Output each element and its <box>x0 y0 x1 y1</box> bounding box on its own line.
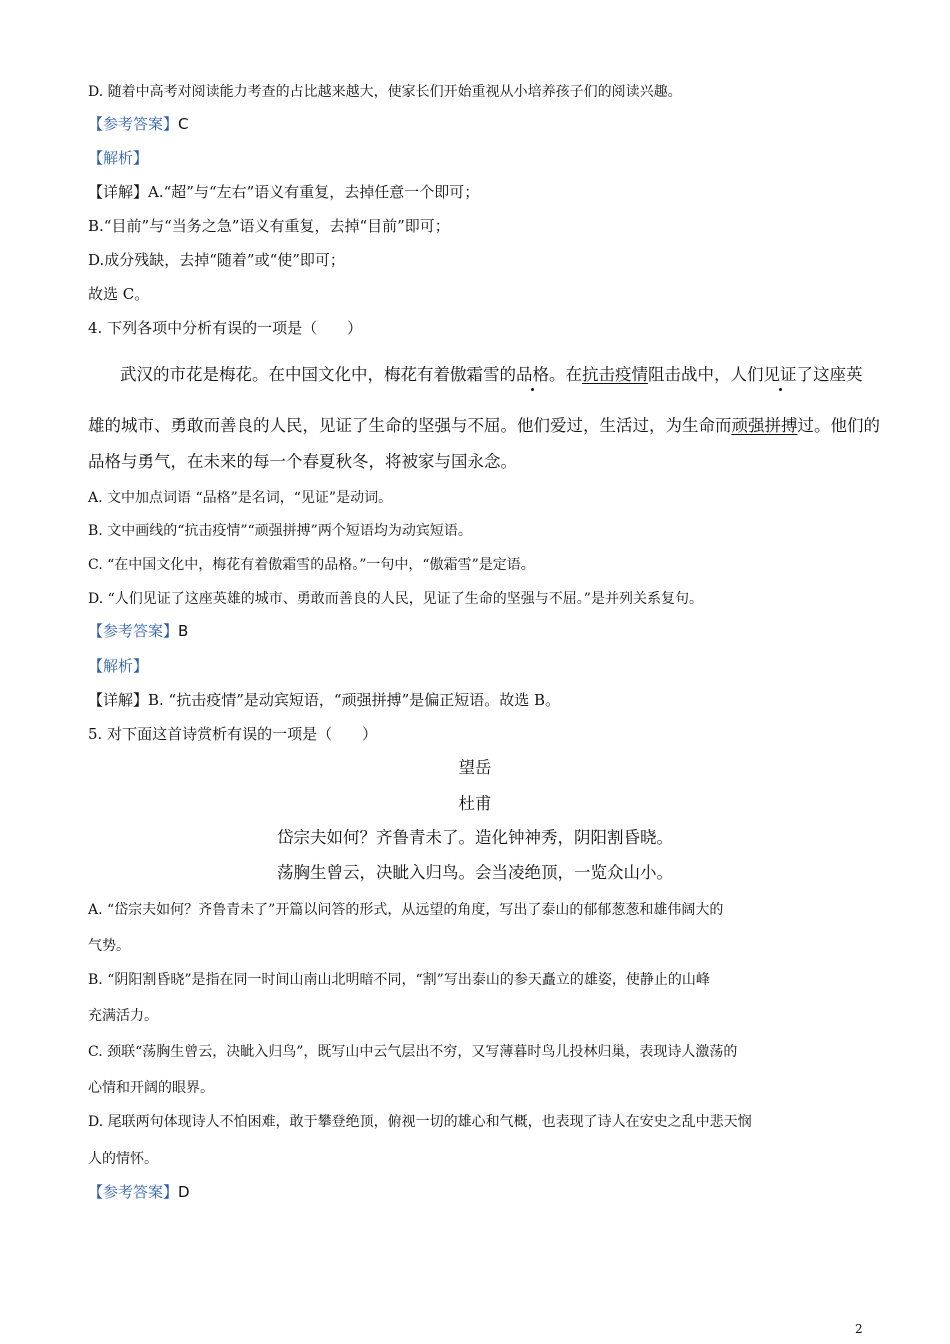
answer-value: D <box>178 1183 190 1201</box>
dotted-word-pinge: 品格 <box>516 365 549 384</box>
q3-detail-2: B.“目前”与“当务之急”语义有重复，去掉“目前”即可； <box>88 217 450 235</box>
q5-option-b-line-1: B. “阴阳割昏晓”是指在同一时间山南山北明暗不同，“割”写出泰山的参天矗立的雄姿，使静止的山峰 <box>88 972 710 988</box>
q5-option-c-line-1: C. 颈联“荡胸生曾云，决眦入归鸟”，既写山中云气层出不穷，又写薄暮时鸟儿投林归巢，表现诗人激荡的 <box>88 1044 738 1060</box>
passage-text: 雄的城市、勇敢而善良的人民，见证了生命的坚强与不屈。他们爱过，生活过，为生命而 <box>88 416 732 435</box>
q4-option-c: C. “在中国文化中，梅花有着傲霜雪的品格。”一句中，“傲霜雪”是定语。 <box>88 557 535 573</box>
passage-text: 阻击战中，人们 <box>648 365 764 384</box>
q5-option-d-line-1: D. 尾联两句体现诗人不怕困难，敢于攀登绝顶，俯视一切的雄心和气概，也表现了诗人在安史之乱中悲天悯 <box>88 1114 752 1130</box>
q3-answer <box>88 114 189 134</box>
answer-value: B <box>178 622 189 640</box>
q5-answer <box>88 1182 190 1202</box>
q5-option-c-line-2: 心情和开阔的眼界。 <box>88 1080 214 1096</box>
answer-label: 【参考答案】 <box>88 622 179 640</box>
poem-title: 望岳 <box>458 758 492 777</box>
q3-detail-4: 故选 C。 <box>88 285 150 303</box>
passage-text: 了这座英 <box>796 365 863 384</box>
q4-passage-line-1 <box>120 365 863 385</box>
q4-option-b: B. 文中画线的“抗击疫情”“顽强拼搏”两个短语均为动宾短语。 <box>88 523 472 539</box>
q4-passage-line-2 <box>88 416 880 436</box>
q3-detail-1: 【详解】A.“超”与“左右”语义有重复，去掉任意一个即可； <box>88 183 480 201</box>
passage-text: 武汉的市花是梅花。在中国文化中，梅花有着傲霜雪的 <box>120 365 516 384</box>
q5-option-a-line-1: A. “岱宗夫如何？齐鲁青未了”开篇以问答的形式，从远望的角度，写出了泰山的郁郁葱葱和雄伟阔大的 <box>88 902 724 918</box>
underlined-phrase-wanqiang: 顽强拼搏 <box>731 416 798 435</box>
dotted-word-jianzheng: 见证 <box>763 365 797 384</box>
q4-stem: 4. 下列各项中分析有误的一项是（ ） <box>88 319 363 337</box>
answer-label: 【参考答案】 <box>88 1183 179 1201</box>
analysis-label: 【解析】 <box>88 657 149 675</box>
q3-detail-3: D.成分残缺，去掉“随着”或“使”即可； <box>88 251 345 269</box>
poem-line-1: 岱宗夫如何？齐鲁青未了。造化钟神秀，阴阳割昏晓。 <box>277 828 673 847</box>
passage-text: 过。他们的 <box>797 416 880 435</box>
answer-value: C <box>178 115 189 133</box>
q5-stem: 5. 对下面这首诗赏析有误的一项是（ ） <box>88 725 378 743</box>
page-number: 2 <box>855 1322 863 1336</box>
passage-text: 。在 <box>549 365 582 384</box>
poem-line-2: 荡胸生曾云，决眦入归鸟。会当凌绝顶，一览众山小。 <box>277 863 673 882</box>
q4-option-d: D. “人们见证了这座英雄的城市、勇敢而善良的人民，见证了生命的坚强与不屈。”是并列关系复句。 <box>88 591 703 607</box>
analysis-label: 【解析】 <box>88 149 149 167</box>
poem-author: 杜甫 <box>458 794 492 813</box>
q5-option-b-line-2: 充满活力。 <box>88 1008 158 1024</box>
underlined-phrase-kangji: 抗击疫情 <box>582 365 648 384</box>
q4-detail: 【详解】B. “抗击疫情”是动宾短语，“顽强拼搏”是偏正短语。故选 B。 <box>88 691 561 709</box>
q3-option-d: D. 随着中高考对阅读能力考查的占比越来越大，使家长们开始重视从小培养孩子们的阅读兴趣。 <box>88 84 682 100</box>
q5-option-d-line-2: 人的情怀。 <box>88 1151 158 1167</box>
q4-option-a: A. 文中加点词语 “品格”是名词，“见证”是动词。 <box>88 490 393 506</box>
q4-answer <box>88 621 188 641</box>
answer-label: 【参考答案】 <box>88 115 179 133</box>
q5-option-a-line-2: 气势。 <box>88 938 130 954</box>
q4-passage-line-3: 品格与勇气，在未来的每一个春夏秋冬，将被家与国永念。 <box>88 452 517 471</box>
